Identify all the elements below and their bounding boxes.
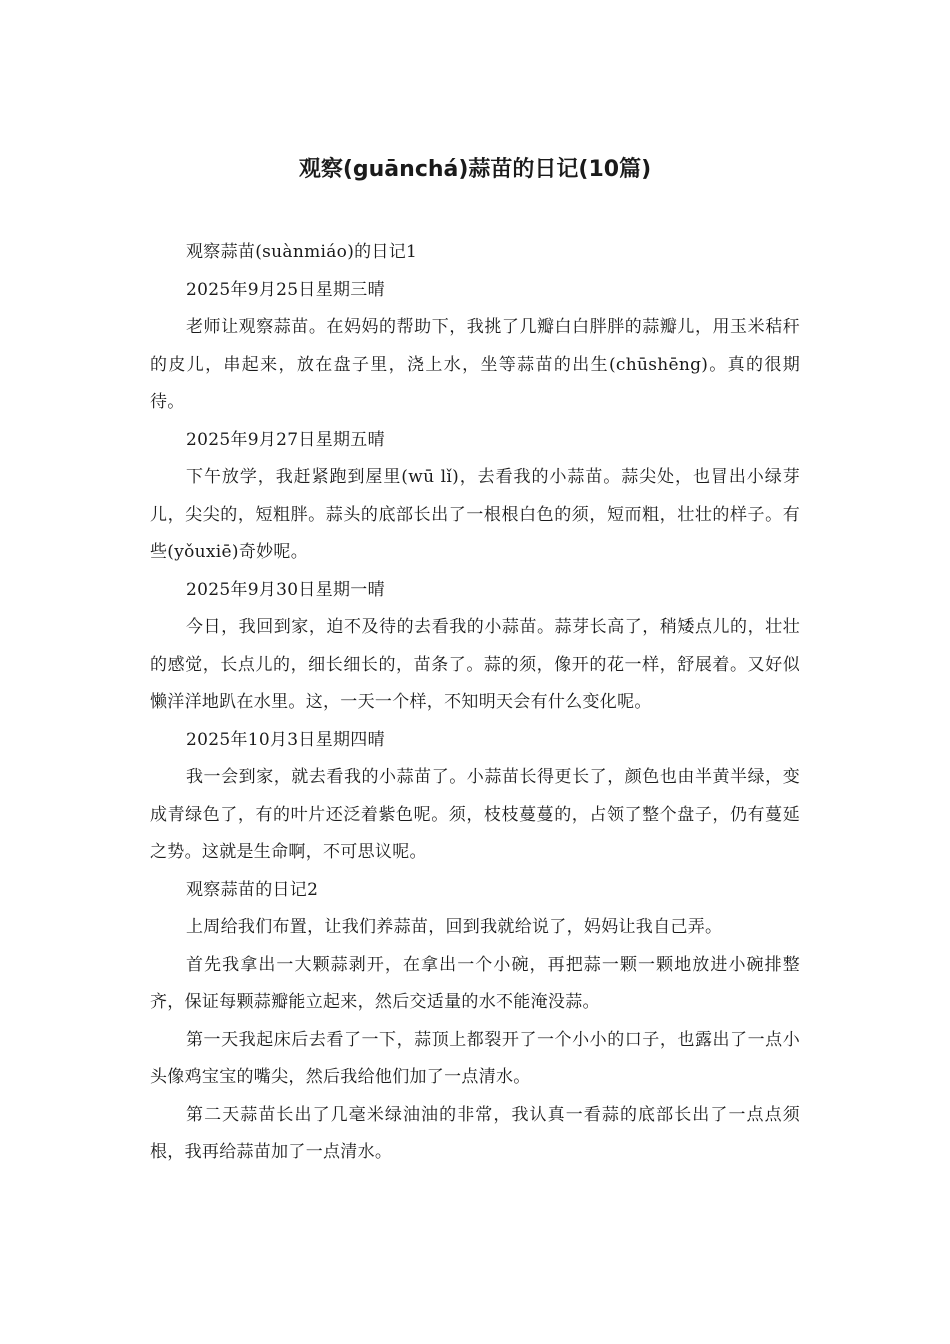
paragraph-text: 第一天我起床后去看了一下，蒜顶上都裂开了一个小小的口子，也露出了一点小头像鸡宝宝的嘴尖，然后我给他们加了一点清水。: [150, 1029, 800, 1087]
paragraph-text: 我一会到家，就去看我的小蒜苗了。小蒜苗长得更长了，颜色也由半黄半绿，变成青绿色了，有的叶片还泛着紫色呢。须，枝枝蔓蔓的，占领了整个盘子，仍有蔓延之势。这就是生命啊，不可思议呢。: [150, 767, 800, 862]
document-title: 观察(guānchá)蒜苗的日记(10篇): [298, 157, 652, 182]
paragraph-heading-diary-1: 观察蒜苗(suànmiáo)的日记1: [186, 242, 418, 262]
paragraph-text: 下午放学，我赶紧跑到屋里(wū lǐ)，去看我的小蒜苗。蒜尖处，也冒出小绿芽儿，尖尖的，短粗胖。蒜头的底部长出了一根根白色的须，短而粗，壮壮的样子。有些(yǒuxiē)奇妙呢。: [150, 467, 800, 562]
paragraph-date: 2025年9月25日星期三晴: [186, 279, 385, 300]
paragraph-text: 老师让观察蒜苗。在妈妈的帮助下，我挑了几瓣白白胖胖的蒜瓣儿，用玉米秸秆的皮儿，串起来，放在盘子里，浇上水，坐等蒜苗的出生(chūshēng)。真的很期待。: [150, 317, 800, 412]
paragraph-text: 上周给我们布置，让我们养蒜苗，回到我就给说了，妈妈让我自己弄。: [186, 917, 723, 937]
paragraph-text: 首先我拿出一大颗蒜剥开，在拿出一个小碗，再把蒜一颗一颗地放进小碗排整齐，保证每颗蒜瓣能立起来，然后交适量的水不能淹没蒜。: [150, 954, 800, 1012]
paragraph-text: 第二天蒜苗长出了几毫米绿油油的非常，我认真一看蒜的底部长出了一点点须根，我再给蒜苗加了一点清水。: [150, 1104, 800, 1162]
document-body: [150, 234, 800, 1172]
paragraph-date: 2025年10月3日星期四晴: [186, 729, 385, 750]
paragraph-date: 2025年9月27日星期五晴: [186, 429, 385, 450]
paragraph-heading-diary-2: 观察蒜苗的日记2: [186, 879, 319, 900]
paragraph-text: 今日，我回到家，迫不及待的去看我的小蒜苗。蒜芽长高了，稍矮点儿的，壮壮的感觉，长点儿的，细长细长的，苗条了。蒜的须，像开的花一样，舒展着。又好似懒洋洋地趴在水里。这，一天一个样，不知明天会有什么变化呢。: [150, 617, 800, 712]
paragraph-date: 2025年9月30日星期一晴: [186, 579, 385, 600]
